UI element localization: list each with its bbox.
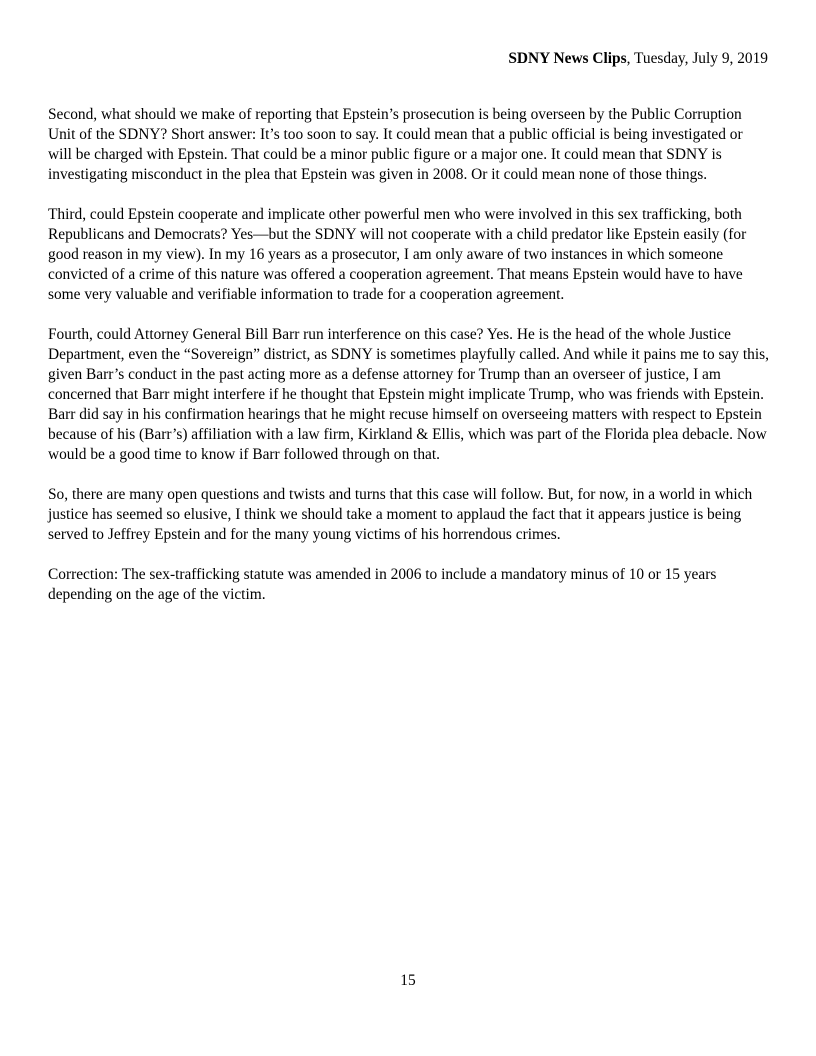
page-number: 15 (400, 972, 416, 989)
paragraph-fourth-question: Fourth, could Attorney General Bill Barr run interference on this case? Yes. He is the head of the whole Justice Department, even the “Sovereign” district, as SDNY is sometimes playfully called. And while it pains me to say this, given Barr’s conduct in the past acting more as a defense attorney for Trump than an overseer of justice, I am concerned that Barr might interfere if he thought that Epstein might implicate Trump, who was friends with Epstein. Barr did say in his confirmation hearings that he might recuse himself on overseeing matters with respect to Epstein because of his (Barr’s) affiliation with a law firm, Kirkland & Ellis, which was part of the Florida plea debacle. Now would be a good time to know if Barr followed through on that. (48, 326, 769, 463)
paragraph-third-question: Third, could Epstein cooperate and implicate other powerful men who were involved in this sex trafficking, both Republicans and Democrats? Yes—but the SDNY will not cooperate with a child predator like Epstein easily (for good reason in my view). In my 16 years as a prosecutor, I am only aware of two instances in which someone convicted of a crime of this nature was offered a cooperation agreement. That means Epstein would have to have some very valuable and verifiable information to trade for a cooperation agreement. (48, 206, 747, 303)
running-header (508, 49, 768, 69)
publication-name: SDNY News Clips (508, 50, 627, 67)
paragraph-conclusion: So, there are many open questions and twists and turns that this case will follow. But, for now, in a world in which justice has seemed so elusive, I think we should take a moment to applaud the fact that it appears justice is being served to Jeffrey Epstein and for the many young victims of his horrendous crimes. (48, 486, 753, 543)
paragraph-correction: Correction: The sex-trafficking statute was amended in 2006 to include a mandatory minus of 10 or 15 years depending on the age of the victim. (48, 566, 717, 603)
paragraph-second-question: Second, what should we make of reporting that Epstein’s prosecution is being overseen by the Public Corruption Unit of the SDNY? Short answer: It’s too soon to say. It could mean that a public official is being investigated or will be charged with Epstein. That could be a minor public figure or a major one. It could mean that SDNY is investigating misconduct in the plea that Epstein was given in 2008. Or it could mean none of those things. (48, 106, 743, 183)
header-date: , Tuesday, July 9, 2019 (626, 50, 768, 67)
article-body (48, 105, 770, 625)
